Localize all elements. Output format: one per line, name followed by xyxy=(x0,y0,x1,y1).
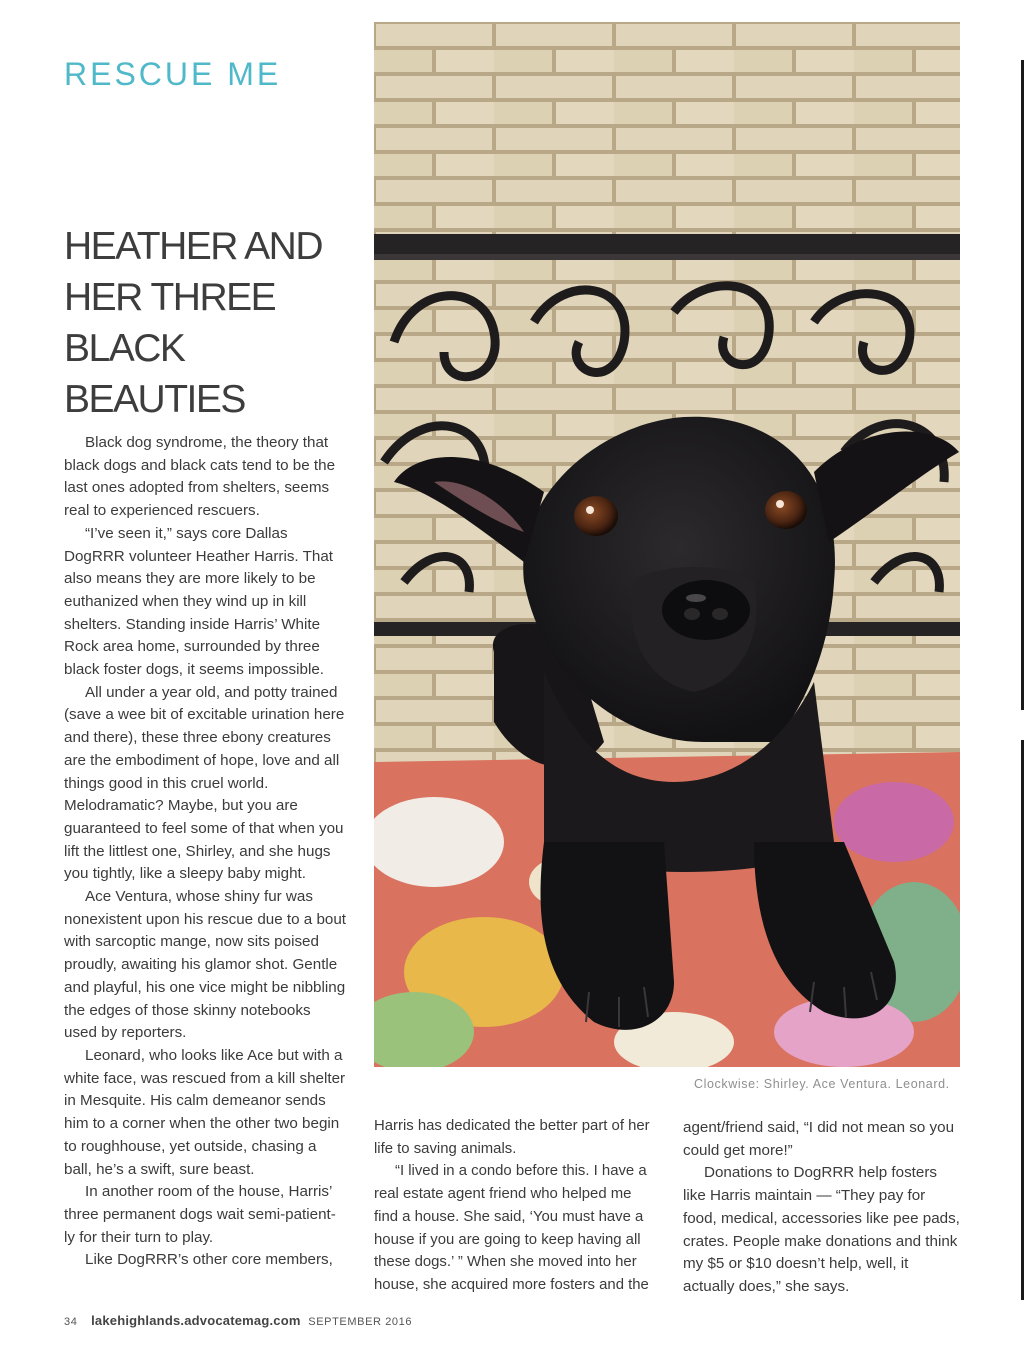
black-dog-photo-icon xyxy=(374,22,960,1067)
article-column-2 xyxy=(374,1115,658,1297)
headline xyxy=(64,221,364,425)
headline-line: BLACK BEAUTIES xyxy=(64,327,245,422)
page-number: 34 xyxy=(64,1316,78,1328)
paragraph: “I’ve seen it,” says core Dallas DogRRR volunteer Heather Harris. That also means they are more likely to be euthanized when they wind up in kill shelters. Standing inside Harris’ White Rock area home, surrounded by three black foster dogs, it seems impossible. xyxy=(64,524,333,679)
article-column-3 xyxy=(683,1117,963,1299)
dog-photo xyxy=(374,22,960,1067)
paragraph: Donations to DogRRR help fosters like Harris maintain — “They pay for food, medical, accessories like pee pads, crates. People make donations and think my $5 or $10 doesn’t help, well, it actually does,” she says. xyxy=(683,1164,960,1295)
website-link[interactable]: lakehighlands.advocatemag.com xyxy=(91,1313,301,1328)
paragraph: Harris has dedicated the better part of her life to saving animals. xyxy=(374,1118,650,1157)
headline-line: HER THREE xyxy=(64,276,276,320)
paragraph: Leonard, who looks like Ace but with a white face, was rescued from a kill shelter in Mesquite. His calm demeanor sends him to a corner when the other two begin to roughhouse, yet outside, chasing a ball, he’s a swift, sure beast. xyxy=(64,1046,346,1178)
paragraph: agent/friend said, “I did not mean so you could get more!” xyxy=(683,1119,955,1159)
paragraph: Like DogRRR’s other core members, xyxy=(85,1251,333,1269)
page-footer xyxy=(64,1313,412,1328)
paragraph: In another room of the house, Harris’ three permanent dogs wait semi-patient-ly for their turn to play. xyxy=(64,1183,336,1246)
paragraph: Black dog syndrome, the theory that black dogs and black cats tend to be the last ones adopted from shelters, seems real to experienced rescuers. xyxy=(64,434,336,520)
paragraph: All under a year old, and potty trained (save a wee bit of excitable urination here and there), these three ebony creatures are the embodiment of hope, love and all things good in this cruel world. Melodramatic? Maybe, but you are guaranteed to feel some of that when you lift the littlest one, Shirley, and she hugs you tightly, like a sleepy baby might. xyxy=(64,683,345,883)
headline-line: HEATHER AND xyxy=(64,225,322,269)
section-label: RESCUE ME xyxy=(64,56,282,92)
paragraph: Ace Ventura, whose shiny fur was nonexistent upon his rescue due to a bout with sarcoptic mange, now sits poised proudly, awaiting his glamor shot. Gentle and playful, his one vice might be nibbling the edges of those skinny notebooks used by reporters. xyxy=(64,888,347,1042)
photo-caption: Clockwise: Shirley. Ace Ventura. Leonard. xyxy=(694,1077,950,1091)
article-column-1 xyxy=(64,432,346,1272)
paragraph: “I lived in a condo before this. I have a real estate agent friend who helped me find a house. She said, ‘You must have a house if you are going to keep having all these dogs.’ ” When she moved into her house, she acquired more fosters and the xyxy=(374,1163,649,1293)
issue-date: SEPTEMBER 2016 xyxy=(308,1316,413,1328)
